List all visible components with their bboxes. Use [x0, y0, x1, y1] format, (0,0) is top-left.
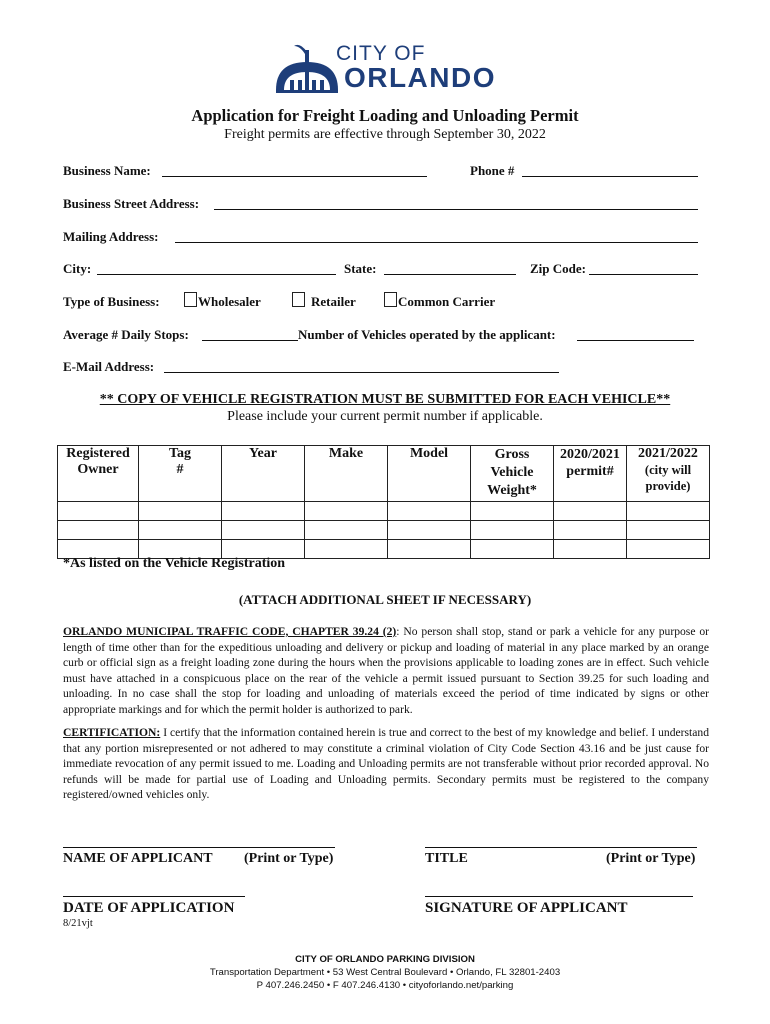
name-of-applicant-label: NAME OF APPLICANT	[63, 851, 213, 866]
date-of-application-label: DATE OF APPLICATION	[63, 900, 235, 916]
col-gross-weight: Gross Vehicle Weight*	[471, 446, 554, 502]
date-line[interactable]	[63, 896, 245, 897]
table-header-row	[58, 446, 710, 502]
traffic-code-paragraph	[63, 624, 709, 717]
city-logo	[272, 40, 502, 96]
col-make: Make	[305, 446, 388, 502]
state-field[interactable]	[384, 274, 516, 275]
col-model: Model	[388, 446, 471, 502]
version-code: 8/21vjt	[63, 918, 93, 929]
email-field[interactable]	[164, 372, 559, 373]
traffic-code-text: : No person shall stop, stand or park a vehicle for any purpose or length of time other than for the expeditious unloading and delivery or pickup and loading of material in any place marked by an orange curb or official sign as a freight loading zone during the hours when the provisions applicable to loading zones are in effect. Such vehicle must have attached in a conspicuous place on the rear of the vehicle a permit issued pursuant to Section 39.25 for such loading and unloading. In no case shall the stop for loading and unloading of materials exceed the period of time indicated by signs or other appropriate markings and for which the permit holder is authorized to park.	[63, 625, 709, 716]
footer-division: CITY OF ORLANDO PARKING DIVISION	[295, 954, 475, 965]
phone-field[interactable]	[522, 176, 698, 177]
wholesaler-label: Wholesaler	[198, 294, 261, 309]
city-field[interactable]	[97, 274, 336, 275]
signature-label: SIGNATURE OF APPLICANT	[425, 900, 628, 916]
registration-notice-sub: Please include your current permit number if applicable.	[227, 409, 543, 424]
street-address-label: Business Street Address:	[63, 196, 200, 211]
registration-footnote: *As listed on the Vehicle Registration	[63, 556, 286, 571]
business-type-label: Type of Business:	[63, 294, 160, 309]
retailer-checkbox[interactable]	[292, 292, 305, 307]
zip-field[interactable]	[589, 274, 698, 275]
email-label: E-Mail Address:	[63, 359, 155, 374]
certification-text: I certify that the information contained herein is true and correct to the best of my knowledge and belief. I understand that any portion misrepresented or not adhered to may constitute a criminal violation of City Code Section 43.16 and be just cause for immediate revocation of any permit issued to me. Loading and Unloading permits are not transferable without prior recorded approval. No refunds will be made for partial use of Loading and Unloading permits. Secondary permits must be registered to the company registered/owned vehicles only.	[63, 726, 709, 801]
common-carrier-checkbox[interactable]	[384, 292, 397, 307]
title-print-note: (Print or Type)	[606, 851, 696, 866]
table-row[interactable]	[58, 521, 710, 540]
zip-label: Zip Code:	[530, 261, 586, 276]
business-name-field[interactable]	[162, 176, 427, 177]
vehicle-count-field[interactable]	[577, 340, 694, 341]
logo-city-of: CITY OF	[336, 42, 426, 65]
col-tag: Tag #	[139, 446, 222, 502]
table-row[interactable]	[58, 502, 710, 521]
common-carrier-label: Common Carrier	[398, 294, 496, 309]
signature-line[interactable]	[425, 896, 693, 897]
registration-notice: ** COPY OF VEHICLE REGISTRATION MUST BE SUBMITTED FOR EACH VEHICLE**	[99, 392, 671, 407]
traffic-code-title: ORLANDO MUNICIPAL TRAFFIC CODE, CHAPTER 39.24 (2)	[63, 625, 397, 638]
name-line[interactable]	[63, 847, 335, 848]
daily-stops-label: Average # Daily Stops:	[63, 327, 189, 342]
logo-orlando: ORLANDO	[343, 62, 496, 93]
retailer-label: Retailer	[311, 294, 356, 309]
vehicle-count-label: Number of Vehicles operated by the applicant:	[298, 327, 556, 342]
col-year: Year	[222, 446, 305, 502]
title-line[interactable]	[425, 847, 697, 848]
form-title: Application for Freight Loading and Unloading Permit	[191, 106, 579, 125]
mailing-address-label: Mailing Address:	[63, 229, 159, 244]
daily-stops-field[interactable]	[202, 340, 298, 341]
business-name-label: Business Name:	[63, 163, 151, 178]
col-2021-permit: 2021/2022 (city will provide)	[627, 446, 710, 502]
col-registered-owner: Registered Owner	[58, 446, 139, 502]
attach-note: (ATTACH ADDITIONAL SHEET IF NECESSARY)	[238, 592, 532, 607]
name-print-note: (Print or Type)	[244, 851, 334, 866]
col-2020-permit: 2020/2021 permit#	[554, 446, 627, 502]
mailing-address-field[interactable]	[175, 242, 698, 243]
state-label: State:	[344, 261, 377, 276]
certification-title: CERTIFICATION:	[63, 726, 161, 739]
footer-contact: P 407.246.2450 • F 407.246.4130 • cityoforlando.net/parking	[256, 980, 514, 991]
vehicle-table	[57, 445, 710, 559]
title-label: TITLE	[425, 851, 468, 866]
street-address-field[interactable]	[214, 209, 698, 210]
wholesaler-checkbox[interactable]	[184, 292, 197, 307]
phone-label: Phone #	[470, 163, 515, 178]
certification-paragraph	[63, 725, 709, 803]
form-subtitle: Freight permits are effective through September 30, 2022	[224, 127, 546, 142]
footer-address: Transportation Department • 53 West Central Boulevard • Orlando, FL 32801-2403	[209, 967, 561, 978]
city-label: City:	[63, 261, 92, 276]
